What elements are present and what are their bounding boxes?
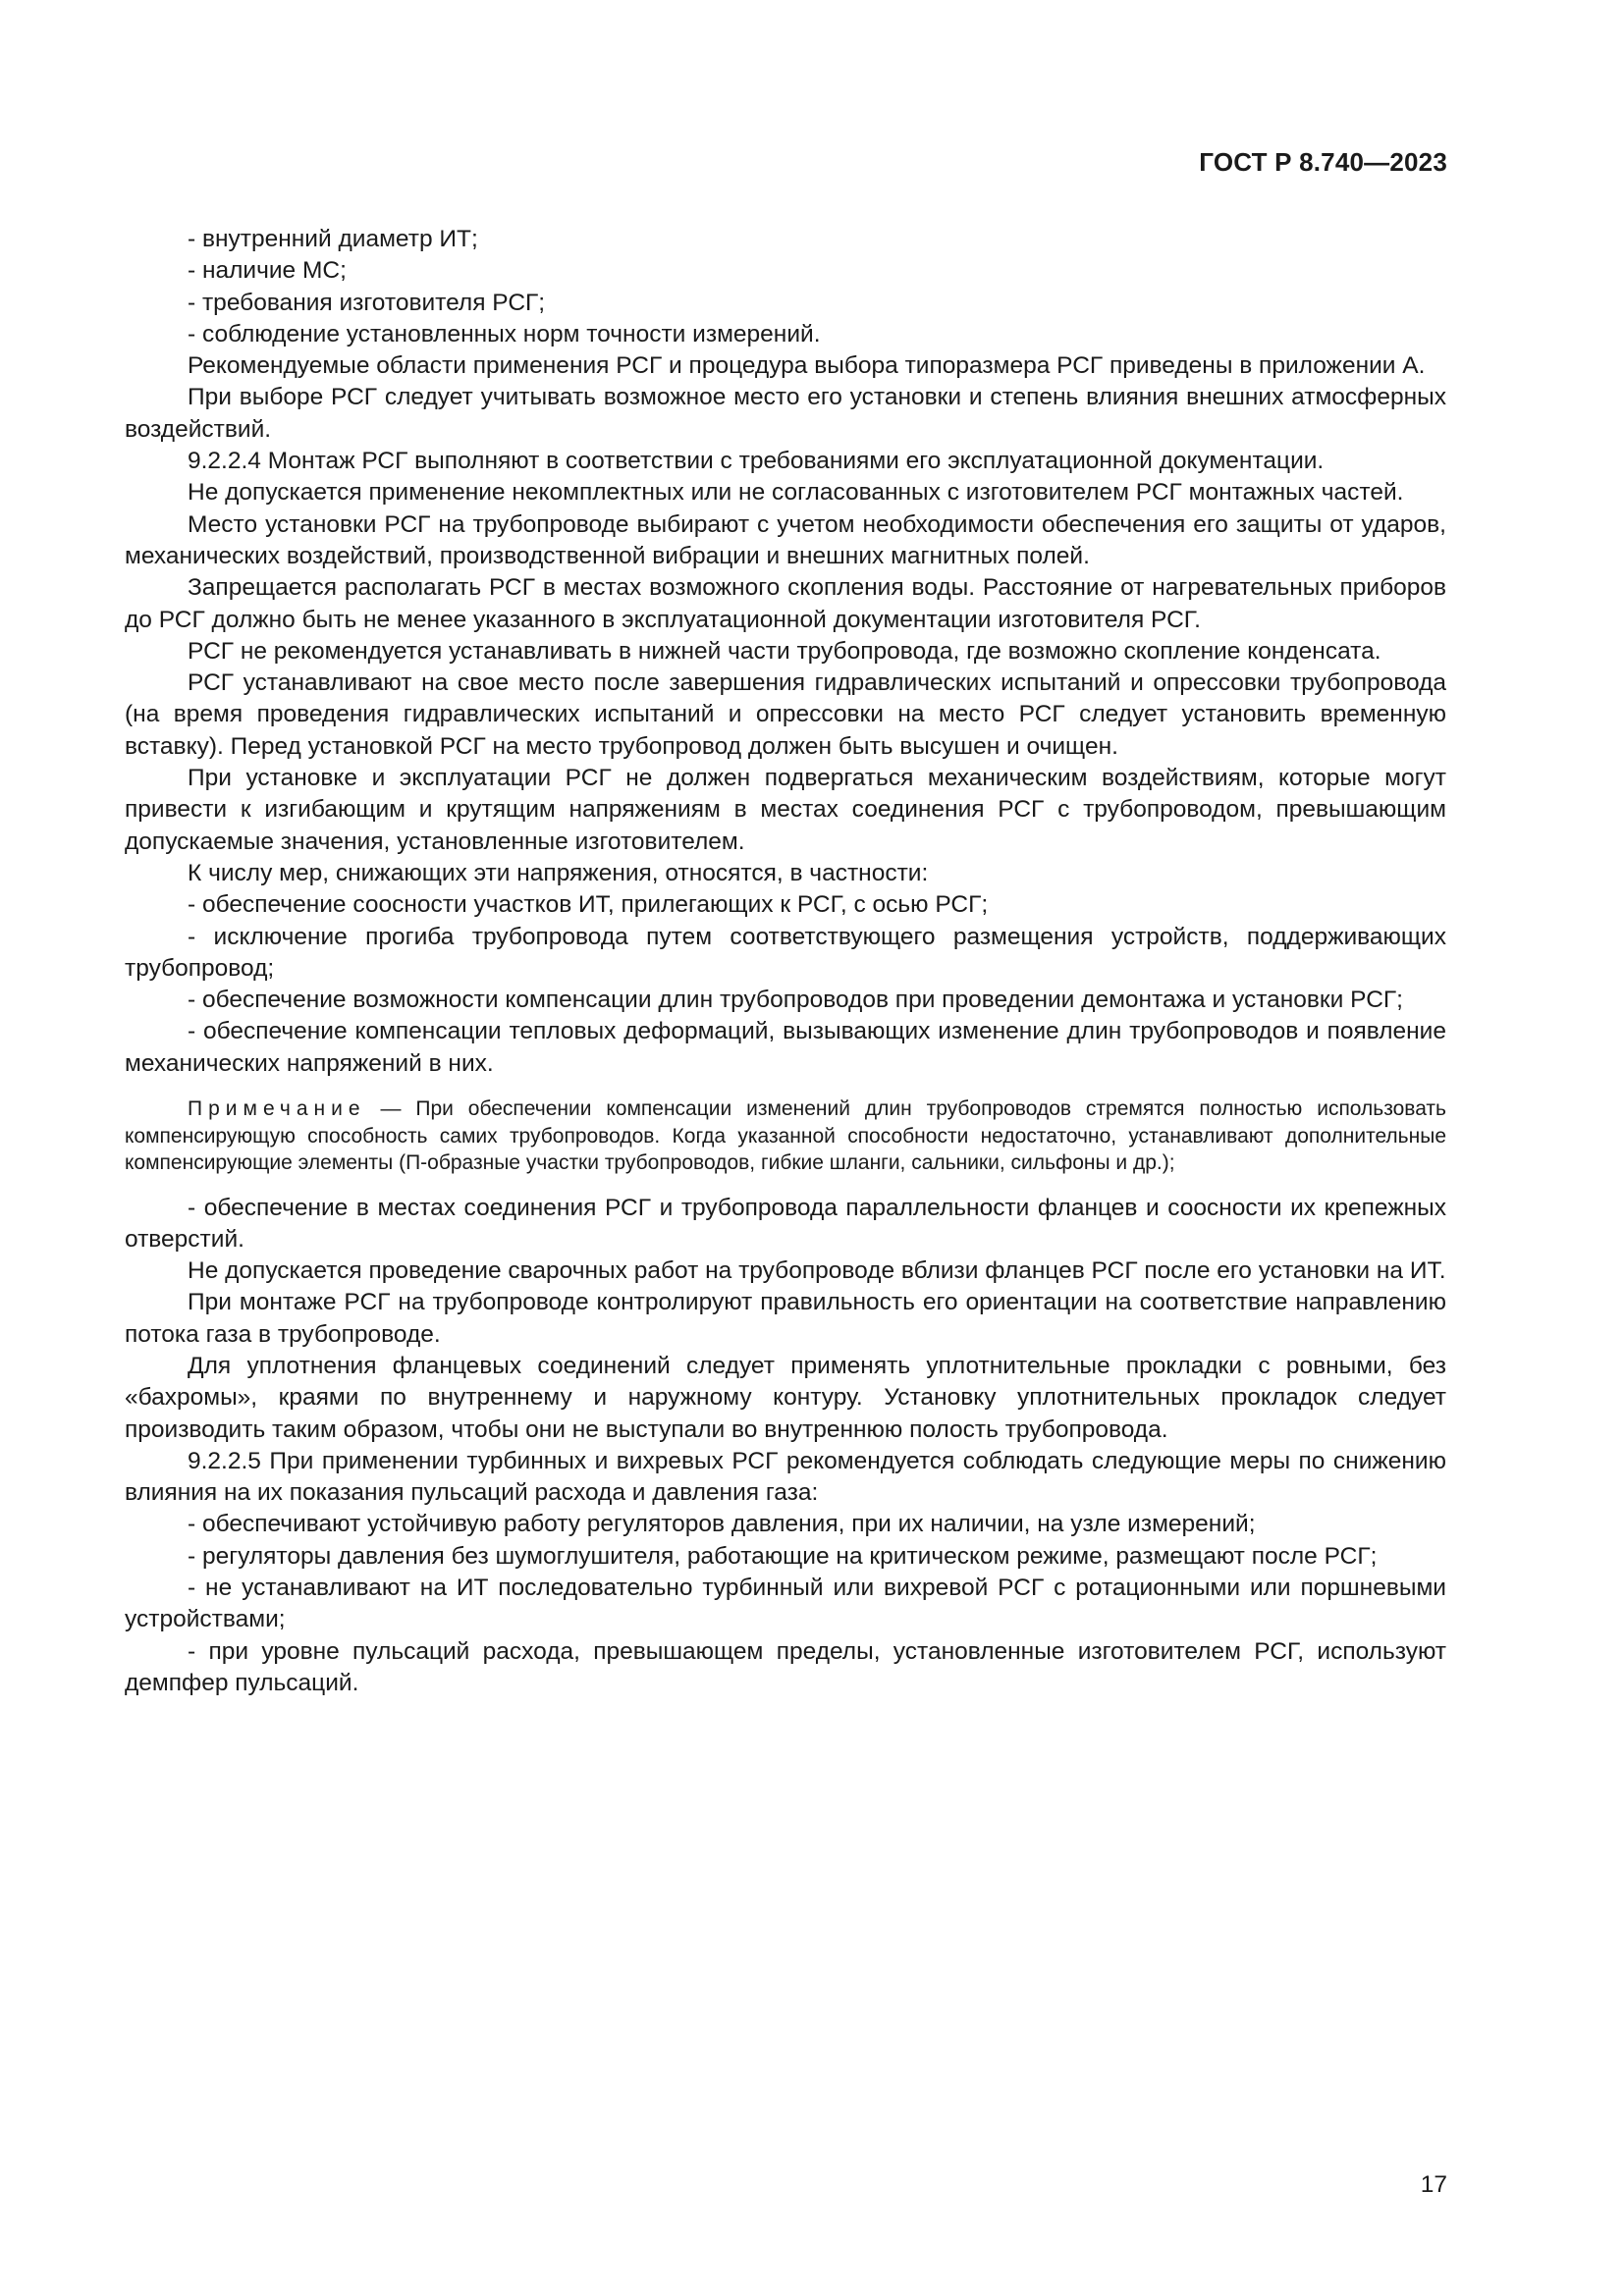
paragraph: - обеспечение в местах соединения РСГ и трубопровода параллельности фланцев и соосности их крепежных отверстий. <box>125 1194 1446 1253</box>
paragraph: - обеспечивают устойчивую работу регуляторов давления, при их наличии, на узле измерений; <box>188 1511 1256 1538</box>
paragraph: - не устанавливают на ИТ последовательно турбинный или вихревой РСГ с ротационными или поршневыми устройствами; <box>125 1575 1446 1633</box>
paragraph: При монтаже РСГ на трубопроводе контролируют правильность его ориентации на соответствие направлению потока газа в трубопроводе. <box>125 1289 1446 1348</box>
paragraph: К числу мер, снижающих эти напряжения, относятся, в частности: <box>188 859 929 886</box>
paragraph: - исключение прогиба трубопровода путем соответствующего размещения устройств, поддерживающих трубопровод; <box>125 923 1446 982</box>
paragraph: Не допускается применение некомплектных или не согласованных с изготовителем РСГ монтажных частей. <box>188 479 1404 507</box>
paragraph: При выборе РСГ следует учитывать возможное место его установки и степень влияния внешних атмосферных воздействий. <box>125 384 1446 443</box>
paragraph: - обеспечение компенсации тепловых деформаций, вызывающих изменение длин трубопроводов и появление механических напряжений в них. <box>125 1018 1446 1077</box>
document-code-header: ГОСТ Р 8.740—2023 <box>1199 147 1447 177</box>
paragraph: Не допускается проведение сварочных работ на трубопроводе вблизи фланцев РСГ после его установки на ИТ. <box>188 1257 1446 1285</box>
paragraph: Место установки РСГ на трубопроводе выбирают с учетом необходимости обеспечения его защиты от ударов, механических воздействий, производственной вибрации и внешних магнитных полей. <box>125 510 1446 569</box>
paragraph: - требования изготовителя РСГ; <box>188 289 546 316</box>
paragraph: - при уровне пульсаций расхода, превышающем пределы, установленные изготовителем РСГ, используют демпфер пульсаций. <box>125 1637 1446 1696</box>
paragraph: Для уплотнения фланцевых соединений следует применять уплотнительные прокладки с ровными, без «бахромы», краями по внутреннему и наружному контуру. Установку уплотнительных прокладок следует производить таким образом, чтобы они не выступали во внутреннюю полость трубопровода. <box>125 1353 1446 1443</box>
note-label: Примечание <box>188 1097 366 1121</box>
paragraph: - внутренний диаметр ИТ; <box>188 226 478 252</box>
paragraph: Рекомендуемые области применения РСГ и процедура выбора типоразмера РСГ приведены в приложении А. <box>188 352 1426 380</box>
paragraph: РСГ устанавливают на свое место после завершения гидравлических испытаний и опрессовки трубопровода (на время проведения гидравлических испытаний и опрессовки на место РСГ следует установить временную вставку). Перед установкой РСГ на место трубопровод должен быть высушен и очищен. <box>125 669 1446 760</box>
paragraph: 9.2.2.5 При применении турбинных и вихревых РСГ рекомендуется соблюдать следующие меры по снижению влияния на их показания пульсаций расхода и давления газа: <box>125 1447 1446 1507</box>
paragraph: - регуляторы давления без шумоглушителя, работающие на критическом режиме, размещают после РСГ; <box>188 1542 1378 1570</box>
paragraph: При установке и эксплуатации РСГ не должен подвергаться механическим воздействиям, которые могут привести к изгибающим и крутящим напряжениям в местах соединения РСГ с трубопроводом, превышающим допускаемые значения, установленные изготовителем. <box>125 765 1446 855</box>
paragraph: - обеспечение соосности участков ИТ, прилегающих к РСГ, с осью РСГ; <box>188 891 989 919</box>
paragraph: 9.2.2.4 Монтаж РСГ выполняют в соответствии с требованиями его эксплуатационной документации. <box>188 448 1325 475</box>
note <box>125 1095 1446 1177</box>
paragraph: Запрещается располагать РСГ в местах возможного скопления воды. Расстояние от нагревательных приборов до РСГ должно быть не менее указанного в эксплуатационной документации изготовителя РСГ. <box>125 574 1446 633</box>
document-body <box>125 224 1446 1699</box>
paragraph: - соблюдение установленных норм точности измерений. <box>188 320 821 347</box>
paragraph: РСГ не рекомендуется устанавливать в нижней части трубопровода, где возможно скопление конденсата. <box>188 637 1381 665</box>
note-text: — При обеспечении компенсации изменений длин трубопроводов стремятся полностью использовать компенсирующую способность самих трубопроводов. Когда указанной способности недостаточно, устанавливают дополнительные компенсирующие элементы (П-образные участки трубопроводов, гибкие шланги, сальники, сильфоны и др.); <box>125 1097 1446 1175</box>
paragraph: - наличие МС; <box>188 257 347 285</box>
paragraph: - обеспечение возможности компенсации длин трубопроводов при проведении демонтажа и установки РСГ; <box>188 987 1403 1014</box>
page-number: 17 <box>1420 2171 1447 2198</box>
